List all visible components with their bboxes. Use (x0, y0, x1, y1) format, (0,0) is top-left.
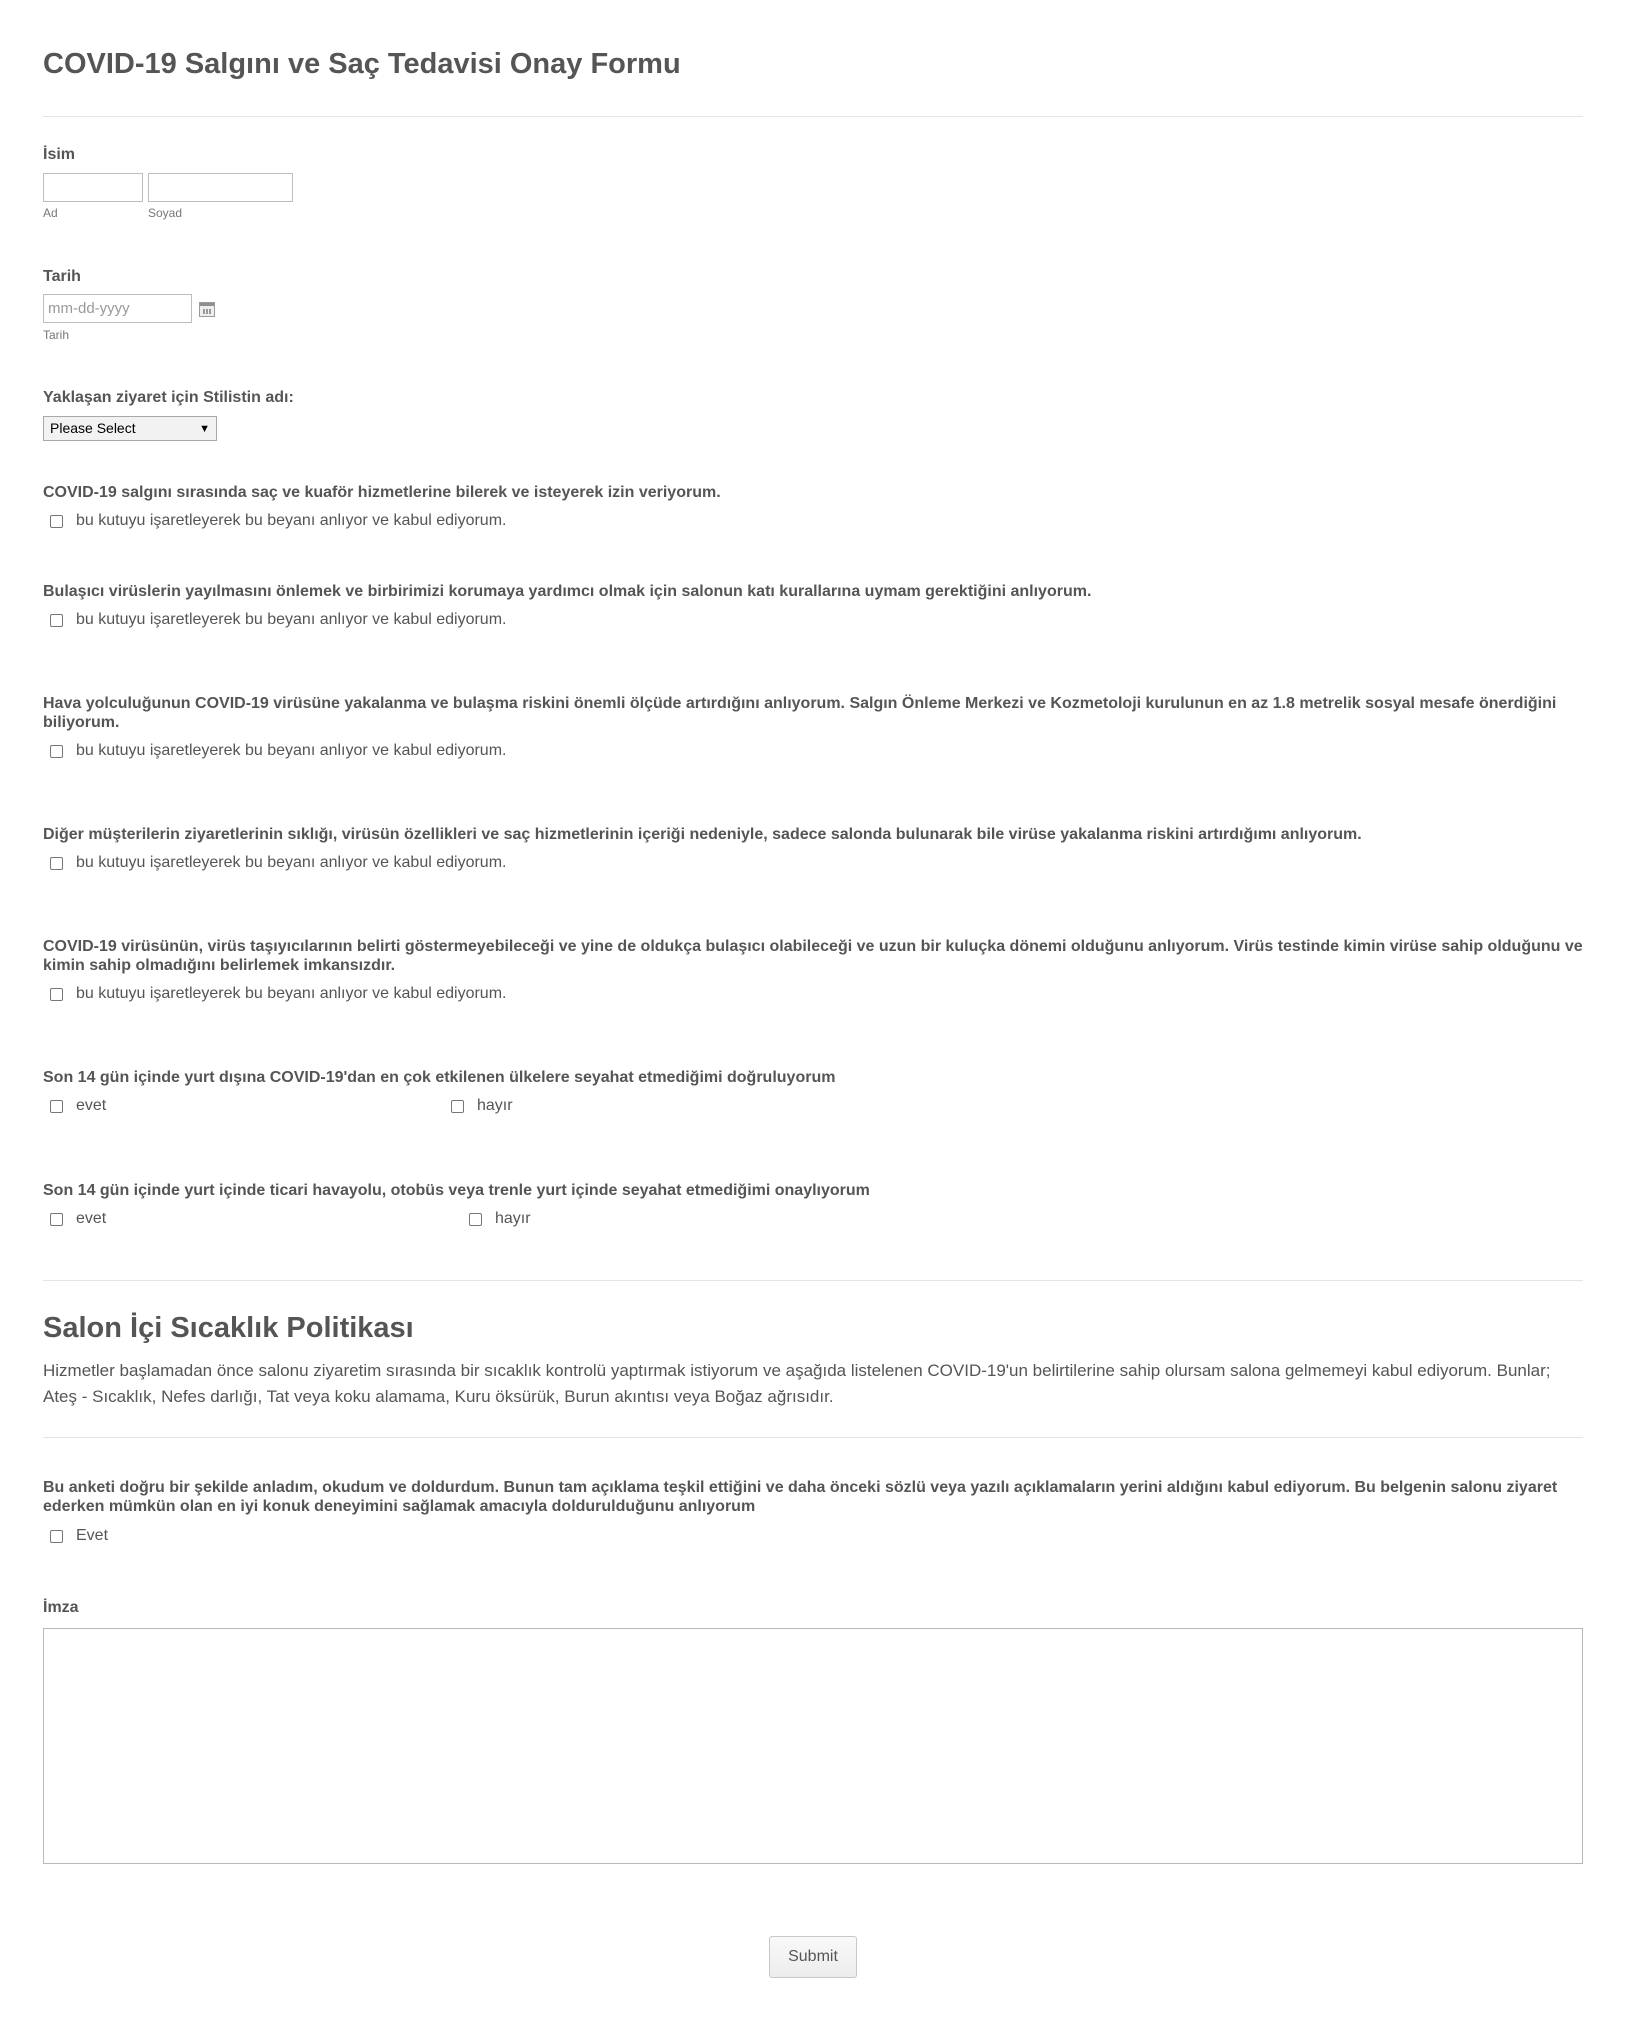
last-name-sublabel: Soyad (148, 206, 183, 220)
section-divider (43, 1280, 1583, 1281)
q6-no-label: hayır (477, 1097, 513, 1114)
q1-option[interactable] (43, 511, 506, 531)
q5-label: COVID-19 virüsünün, virüs taşıyıcılarının belirti göstermeyebileceği ve yine de oldukça bulaşıcı olabileceği ve uzun bir kuluçka dönemi olduğunu anlıyorum. Virüs testinde kimin virüse sahip olduğunu ve kimin sahip olmadığını belirlemek imkansızdır. (43, 938, 1583, 974)
q3-option-label: bu kutuyu işaretleyerek bu beyanı anlıyor ve kabul ediyorum. (76, 742, 507, 759)
q7-option-yes[interactable] (43, 1209, 106, 1229)
stylist-label: Yaklaşan ziyaret için Stilistin adı: (43, 389, 294, 406)
name-label: İsim (43, 146, 76, 163)
stylist-select[interactable] (43, 416, 217, 441)
q6-option-yes[interactable] (43, 1096, 106, 1116)
q7-no-label: hayır (495, 1210, 531, 1227)
q1-checkbox[interactable] (50, 515, 63, 528)
q3-label: Hava yolculuğunun COVID-19 virüsüne yakalanma ve bulaşma riskini önemli ölçüde artırdığını anlıyorum. Salgın Önleme Merkezi ve Kozmetoloji kurulunun en az 1.8 metrelik sosyal mesafe önerdiğini biliyorum. (43, 695, 1557, 731)
q4-checkbox[interactable] (50, 857, 63, 870)
q6-option-no[interactable] (444, 1096, 513, 1116)
form-title: COVID-19 Salgını ve Saç Tedavisi Onay Formu (43, 48, 681, 80)
q4-option-label: bu kutuyu işaretleyerek bu beyanı anlıyor ve kabul ediyorum. (76, 854, 507, 871)
q6-yes-label: evet (76, 1097, 107, 1114)
date-sublabel: Tarih (43, 328, 70, 342)
agreement-option[interactable] (43, 1526, 108, 1546)
q7-yes-label: evet (76, 1210, 107, 1227)
first-name-input[interactable] (43, 173, 143, 202)
q5-option-label: bu kutuyu işaretleyerek bu beyanı anlıyor ve kabul ediyorum. (76, 985, 507, 1002)
q4-label: Diğer müşterilerin ziyaretlerinin sıklığı, virüsün özellikleri ve saç hizmetlerinin içeriği nedeniyle, sadece salonda bulunarak bile virüse yakalanma riskini artırdığımı anlıyorum. (43, 826, 1362, 843)
q5-checkbox[interactable] (50, 988, 63, 1001)
q6-yes-checkbox[interactable] (50, 1100, 63, 1113)
submit-button[interactable]: Submit (769, 1936, 857, 1978)
chevron-down-icon: ▼ (199, 423, 210, 435)
q6-label: Son 14 gün içinde yurt dışına COVID-19'dan en çok etkilenen ülkelere seyahat etmediğimi doğruluyorum (43, 1069, 836, 1086)
q1-label: COVID-19 salgını sırasında saç ve kuaför hizmetlerine bilerek ve isteyerek izin veriyorum. (43, 484, 721, 501)
signature-label: İmza (43, 1599, 79, 1616)
signature-pad[interactable] (43, 1628, 1583, 1864)
calendar-icon[interactable] (199, 302, 215, 317)
date-input[interactable] (43, 294, 192, 323)
q1-option-label: bu kutuyu işaretleyerek bu beyanı anlıyor ve kabul ediyorum. (76, 512, 507, 529)
last-name-input[interactable] (148, 173, 293, 202)
q7-no-checkbox[interactable] (469, 1213, 482, 1226)
agreement-label: Bu anketi doğru bir şekilde anladım, okudum ve doldurdum. Bunun tam açıklama teşkil ettiğini ve daha önceki sözlü veya yazılı açıklamaların yerini aldığını kabul ediyorum. Bu belgenin salonu ziyaret ederken mümkün olan en iyi konuk deneyimini sağlamak amacıyla doldurulduğunu anlıyorum (43, 1479, 1558, 1515)
q4-option[interactable] (43, 853, 506, 873)
q7-option-no[interactable] (462, 1209, 531, 1229)
first-name-sublabel: Ad (43, 206, 58, 220)
agreement-option-label: Evet (76, 1527, 109, 1544)
policy-divider (43, 1437, 1583, 1438)
policy-title: Salon İçi Sıcaklık Politikası (43, 1312, 414, 1344)
q6-no-checkbox[interactable] (451, 1100, 464, 1113)
q3-checkbox[interactable] (50, 745, 63, 758)
q3-option[interactable] (43, 741, 506, 761)
policy-text: Hizmetler başlamadan önce salonu ziyaretim sırasında bir sıcaklık kontrolü yaptırmak istiyorum ve aşağıda listelenen COVID-19'un belirtilerine sahip olursam salona gelmemeyi kabul ediyorum. Bunlar; Ateş - Sıcaklık, Nefes darlığı, Tat veya koku alamama, Kuru öksürük, Burun akıntısı veya Boğaz ağrısıdır. (43, 1361, 1551, 1406)
agreement-checkbox[interactable] (50, 1530, 63, 1543)
date-label: Tarih (43, 268, 81, 285)
title-divider (43, 116, 1583, 117)
q5-option[interactable] (43, 984, 506, 1004)
q7-label: Son 14 gün içinde yurt içinde ticari havayolu, otobüs veya trenle yurt içinde seyahat etmediğimi onaylıyorum (43, 1182, 870, 1199)
q2-option-label: bu kutuyu işaretleyerek bu beyanı anlıyor ve kabul ediyorum. (76, 611, 507, 628)
q2-checkbox[interactable] (50, 614, 63, 627)
q2-option[interactable] (43, 610, 506, 630)
q2-label: Bulaşıcı virüslerin yayılmasını önlemek ve birbirimizi korumaya yardımcı olmak için salonun katı kurallarına uymam gerektiğini anlıyorum. (43, 583, 1092, 600)
stylist-select-value: Please Select (50, 420, 136, 436)
q7-yes-checkbox[interactable] (50, 1213, 63, 1226)
